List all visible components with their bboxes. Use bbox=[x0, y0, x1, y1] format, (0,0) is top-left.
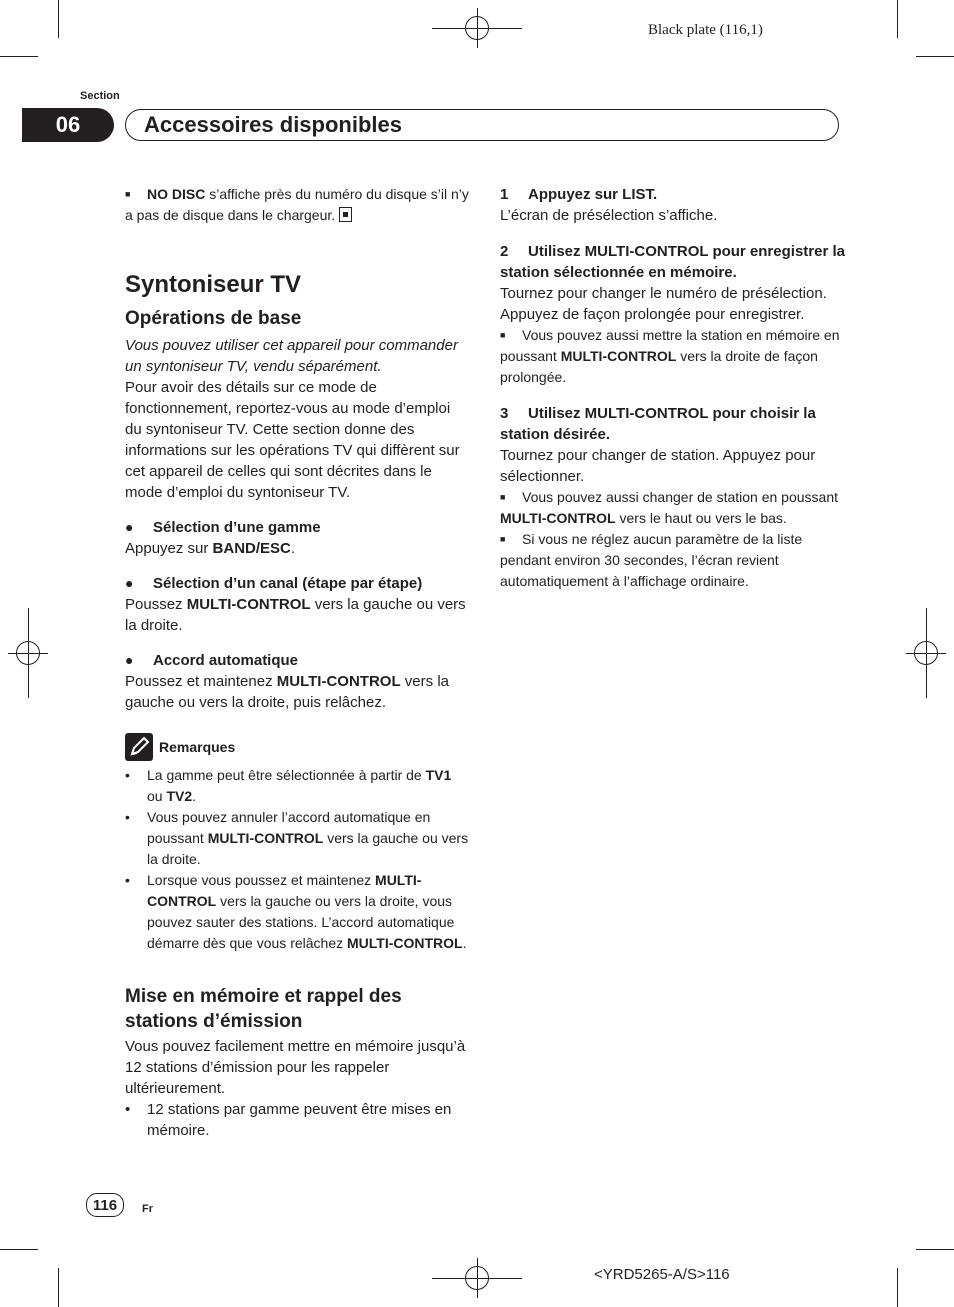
step-1-heading bbox=[500, 184, 845, 205]
step-2-note bbox=[500, 325, 845, 388]
channel-post: vers la gauche ou vers la droite. bbox=[125, 596, 466, 634]
pencil-icon bbox=[125, 733, 153, 761]
step-3-number: 3 bbox=[500, 405, 509, 422]
step-1-title: Appuyez sur LIST. bbox=[528, 186, 658, 203]
auto-key: MULTI-CONTROL bbox=[276, 673, 401, 690]
heading-memory: Mise en mémoire et rappel des stations d’émission bbox=[125, 986, 402, 1032]
square-bullet-icon bbox=[500, 327, 522, 343]
auto-tuning-text bbox=[125, 671, 470, 713]
bullet-dot-icon: ● bbox=[125, 519, 134, 535]
crop-mark bbox=[0, 56, 38, 57]
step-2-note-key: MULTI-CONTROL bbox=[560, 348, 677, 364]
step-3-note bbox=[500, 487, 845, 529]
end-mark-icon bbox=[339, 207, 352, 222]
intro-text: Pour avoir des détails sur ce mode de fonctionnement, reportez-vous au mode d’emploi du syntoniseur TV. Cette section donne des informations sur les opérations TV qui diffèrent sur cet appareil de celles qui sont décrites dans le mode d’emploi du syntoniseur TV. bbox=[125, 379, 460, 501]
registration-circle-icon bbox=[465, 1266, 489, 1290]
nodisc-note bbox=[125, 184, 470, 226]
channel-heading-text: Sélection d’un canal (étape par étape) bbox=[153, 575, 423, 592]
plate-label: Black plate (116,1) bbox=[648, 22, 763, 38]
notes-list bbox=[125, 765, 470, 954]
step-2-text: Tournez pour changer le numéro de présélection. Appuyez de façon prolongée pour enregistrer. bbox=[500, 285, 827, 323]
band-key: BAND/ESC bbox=[212, 540, 291, 557]
step-3-note-post: vers le haut ou vers le bas. bbox=[615, 510, 787, 526]
auto-pre: Poussez et maintenez bbox=[125, 673, 277, 690]
step-3-note2-text: Si vous ne réglez aucun paramètre de la liste pendant environ 30 secondes, l’écran revient automatiquement à l’affichage ordinaire. bbox=[500, 531, 803, 589]
crop-mark bbox=[897, 0, 898, 38]
crop-mark bbox=[58, 0, 59, 38]
step-3-note-key: MULTI-CONTROL bbox=[500, 510, 616, 526]
auto-post: vers la gauche ou vers la droite, puis relâchez. bbox=[125, 673, 449, 711]
step-2-heading bbox=[500, 241, 845, 283]
note1-mid: ou bbox=[147, 788, 167, 804]
channel-heading bbox=[125, 573, 470, 594]
document-code: <YRD5265-A/S>116 bbox=[594, 1266, 730, 1283]
notes-header bbox=[125, 733, 470, 761]
note-item bbox=[125, 870, 470, 954]
step-3-note bbox=[500, 529, 845, 592]
step-2-title: Utilisez MULTI-CONTROL pour enregistrer la station sélectionnée en mémoire. bbox=[500, 243, 845, 281]
memory-text: Vous pouvez facilement mettre en mémoire jusqu’à 12 stations d’émission pour les rappeler ultérieurement. bbox=[125, 1038, 466, 1097]
note3-pre: Lorsque vous poussez et maintenez bbox=[147, 872, 376, 888]
section-title bbox=[125, 109, 839, 141]
note-item bbox=[125, 765, 470, 807]
section-label: Section bbox=[80, 90, 120, 102]
square-bullet-icon bbox=[500, 531, 522, 547]
step-3-heading bbox=[500, 403, 845, 445]
notes-title: Remarques bbox=[159, 738, 236, 755]
square-bullet-icon bbox=[500, 489, 522, 505]
section-number: 06 bbox=[22, 108, 114, 142]
channel-text bbox=[125, 594, 470, 636]
auto-tuning-heading bbox=[125, 650, 470, 671]
note2-pre: Vous pouvez annuler l’accord automatique en poussant bbox=[147, 809, 431, 846]
step-1-number: 1 bbox=[500, 186, 509, 203]
band-pre: Appuyez sur bbox=[125, 540, 213, 557]
crop-mark bbox=[916, 56, 954, 57]
step-3-title: Utilisez MULTI-CONTROL pour choisir la station désirée. bbox=[500, 405, 816, 443]
language-label: Fr bbox=[142, 1203, 153, 1215]
step-1-text: L’écran de présélection s’affiche. bbox=[500, 207, 718, 224]
page-title: Syntoniseur TV bbox=[125, 271, 302, 298]
crop-mark bbox=[0, 1249, 38, 1250]
left-column bbox=[125, 184, 470, 1141]
band-heading bbox=[125, 517, 470, 538]
bullet-dot-icon: ● bbox=[125, 575, 134, 591]
memory-bullet: • 12 stations par gamme peuvent être mises en mémoire. bbox=[125, 1099, 470, 1141]
step-3-text: Tournez pour changer de station. Appuyez pour sélectionner. bbox=[500, 447, 816, 485]
square-bullet-icon bbox=[125, 186, 147, 202]
bullet-dot-icon: ● bbox=[125, 652, 134, 668]
step-2-note-pre: Vous pouvez aussi mettre la station en mémoire en poussant bbox=[500, 327, 840, 364]
registration-circle-icon bbox=[465, 16, 489, 40]
step-2-number: 2 bbox=[500, 243, 509, 260]
section-title-text: Accessoires disponibles bbox=[144, 112, 402, 137]
nodisc-term: NO DISC bbox=[147, 186, 206, 202]
note1-tv1: TV1 bbox=[425, 767, 452, 783]
intro-italic: Vous pouvez utiliser cet appareil pour commander un syntoniseur TV, vendu séparément. bbox=[125, 337, 458, 375]
channel-key: MULTI-CONTROL bbox=[186, 596, 311, 613]
right-column bbox=[500, 184, 845, 592]
crop-mark bbox=[916, 1249, 954, 1250]
note3-key2: MULTI-CONTROL bbox=[347, 935, 463, 951]
step-2-note-post: vers la droite de façon prolongée. bbox=[500, 348, 818, 385]
note3-mid: vers la gauche ou vers la droite, vous pouvez sauter des stations. L’accord automatique démarre dès que vous relâchez bbox=[147, 893, 455, 951]
band-heading-text: Sélection d’une gamme bbox=[153, 519, 321, 536]
note1-post: . bbox=[192, 788, 197, 804]
channel-pre: Poussez bbox=[125, 596, 187, 613]
nodisc-text: s’affiche près du numéro du disque s’il n’y a pas de disque dans le chargeur. bbox=[125, 186, 469, 223]
band-post: . bbox=[290, 540, 296, 557]
registration-circle-icon bbox=[914, 641, 938, 665]
registration-circle-icon bbox=[16, 641, 40, 665]
crop-mark bbox=[897, 1268, 898, 1307]
auto-tuning-heading-text: Accord automatique bbox=[153, 652, 299, 669]
note-item bbox=[125, 807, 470, 870]
note1-tv2: TV2 bbox=[166, 788, 193, 804]
heading-basic-operations: Opérations de base bbox=[125, 308, 302, 329]
step-3-note-pre: Vous pouvez aussi changer de station en poussant bbox=[522, 489, 838, 505]
note3-post: . bbox=[462, 935, 467, 951]
page-number: 116 bbox=[86, 1193, 124, 1217]
note2-post: vers la gauche ou vers la droite. bbox=[147, 830, 469, 867]
note1-pre: La gamme peut être sélectionnée à partir de bbox=[147, 767, 426, 783]
note3-key: MULTI-CONTROL bbox=[147, 872, 422, 909]
note2-key: MULTI-CONTROL bbox=[207, 830, 324, 846]
crop-mark bbox=[58, 1268, 59, 1307]
band-text bbox=[125, 538, 470, 559]
